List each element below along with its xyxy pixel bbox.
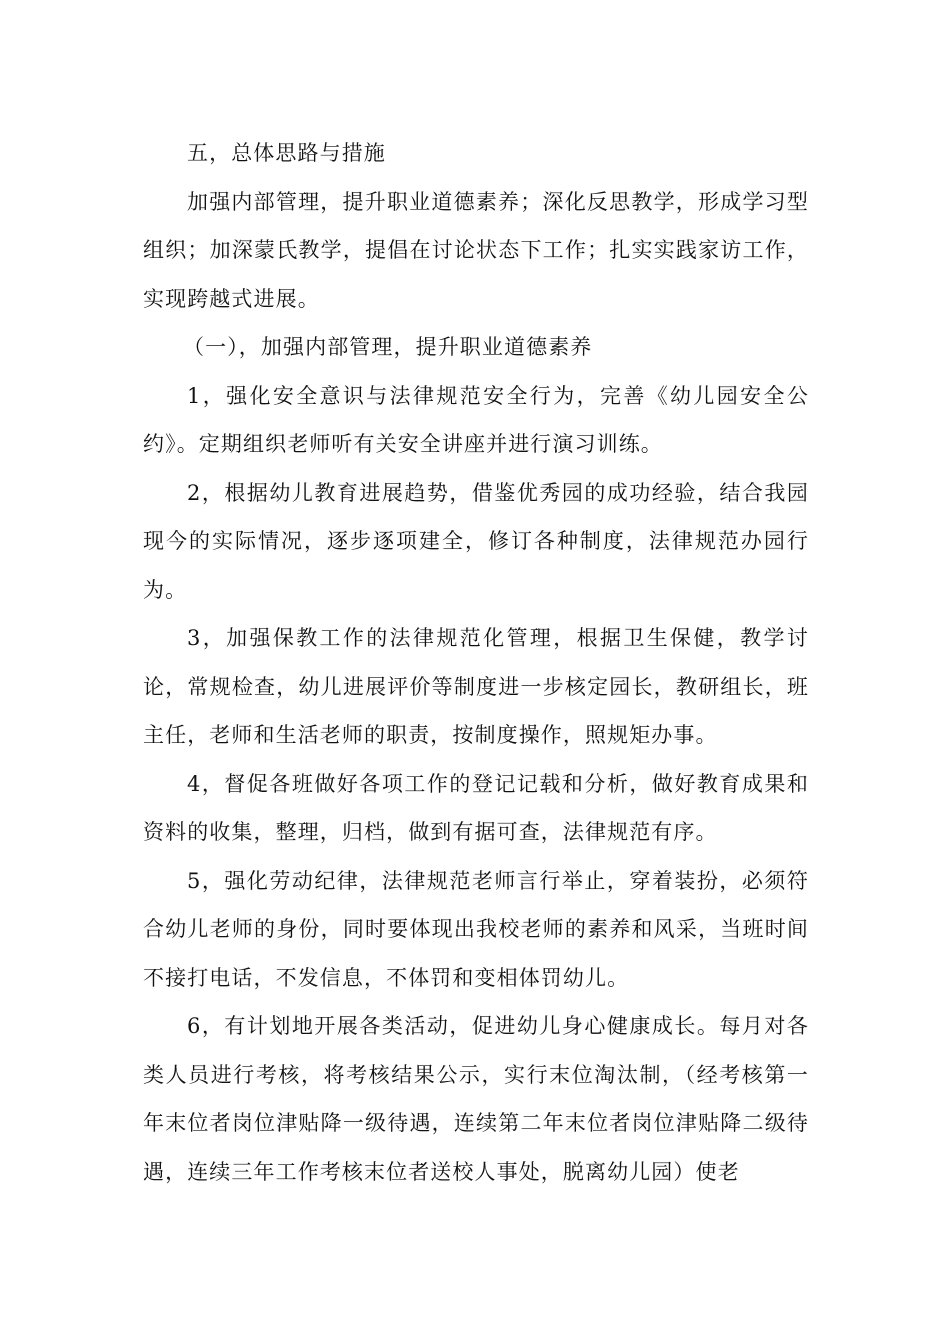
list-item: 1，强化安全意识与法律规范安全行为，完善《幼儿园安全公约》。定期组织老师听有关安全讲座并进行演习训练。 <box>143 383 809 456</box>
list-item: 2，根据幼儿教育进展趋势，借鉴优秀园的成功经验，结合我园现今的实际情况，逐步逐项建全，修订各种制度，法律规范办园行为。 <box>143 480 809 602</box>
list-item: 5，强化劳动纪律，法律规范老师言行举止，穿着装扮，必须符合幼儿老师的身份，同时要体现出我校老师的素养和风采，当班时间不接打电话，不发信息，不体罚和变相体罚幼儿。 <box>143 868 809 990</box>
list-item: 4，督促各班做好各项工作的登记记载和分析，做好教育成果和资料的收集，整理，归档，做到有据可查，法律规范有序。 <box>143 771 809 844</box>
list-item: 3，加强保教工作的法律规范化管理，根据卫生保健，教学讨论，常规检查，幼儿进展评价等制度进一步核定园长，教研组长，班主任，老师和生活老师的职责，按制度操作，照规矩办事。 <box>143 626 809 747</box>
section-title: 五，总体思路与措施 <box>187 141 386 165</box>
document-body <box>143 129 809 1196</box>
subsection-title: （一），加强内部管理，提升职业道德素养 <box>183 335 593 359</box>
intro-paragraph: 加强内部管理，提升职业道德素养；深化反思教学，形成学习型组织；加深蒙氏教学，提倡在讨论状态下工作；扎实实践家访工作，实现跨越式进展。 <box>143 189 809 311</box>
list-item: 6，有计划地开展各类活动，促进幼儿身心健康成长。每月对各类人员进行考核，将考核结果公示，实行末位淘汰制，（经考核第一年末位者岗位津贴降一级待遇，连续第二年末位者岗位津贴降二级待遇，连续三年工作考核末位者送校人事处，脱离幼儿园）使老 <box>143 1014 809 1184</box>
